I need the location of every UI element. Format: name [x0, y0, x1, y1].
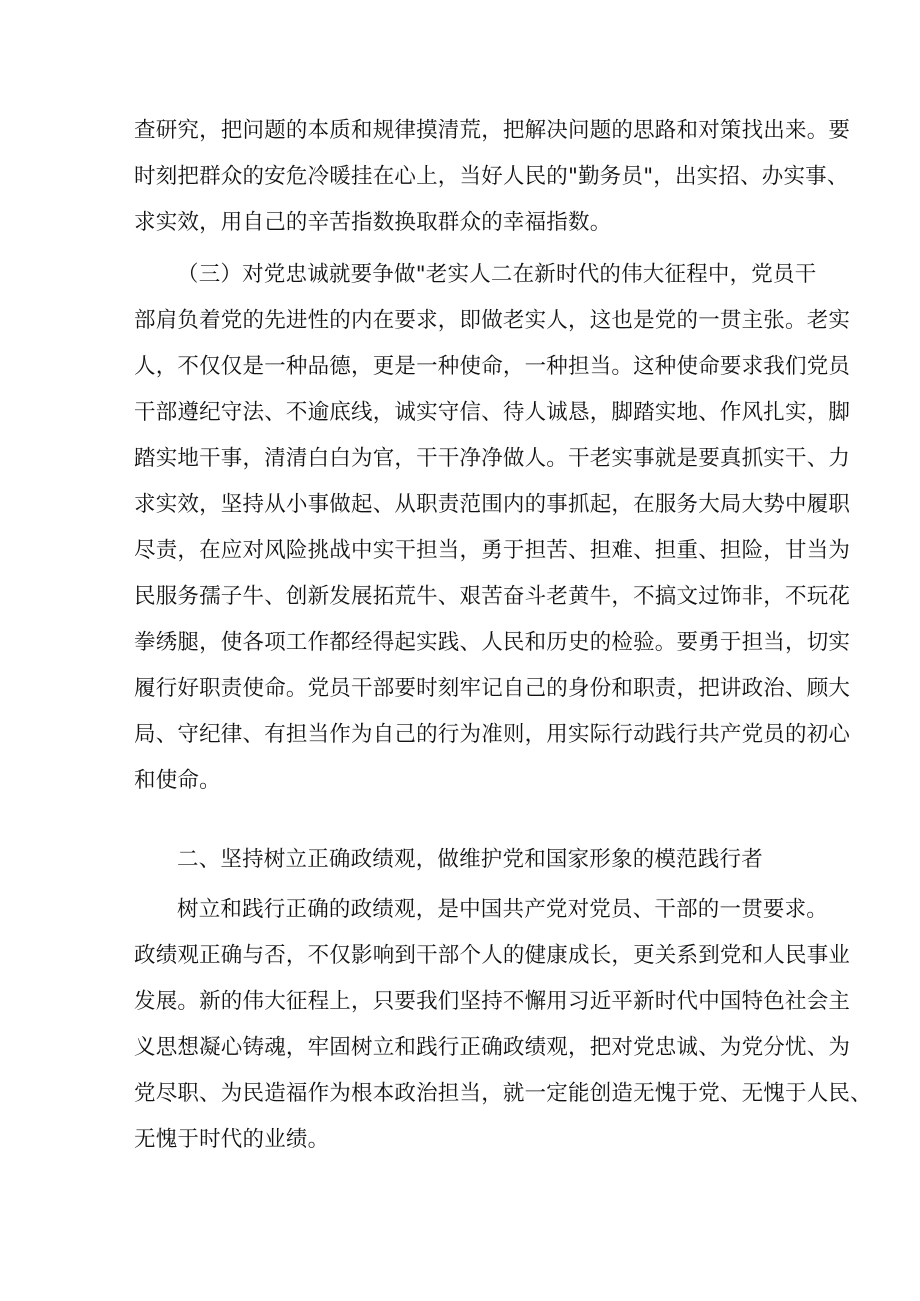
paragraph-line: 拳绣腿，使各项工作都经得起实践、人民和历史的检验。要勇于担当，切实	[134, 630, 851, 655]
section-heading: （三）对党忠诚就要争做"老实人二在新时代的伟大征程中，党员干	[177, 262, 817, 287]
paragraph-line: 求实效，用自己的辛苦指数换取群众的幸福指数。	[134, 210, 612, 235]
paragraph-line: 民服务孺子牛、创新发展拓荒牛、艰苦奋斗老黄牛，不搞文过饰非，不玩花	[134, 584, 851, 609]
paragraph-line: 和使命。	[134, 768, 221, 793]
paragraph-line: 干部遵纪守法、不逾底线，诚实守信、待人诚恳，脚踏实地、作风扎实，脚	[134, 400, 851, 425]
paragraph-line: 人，不仅仅是一种品德，更是一种使命，一种担当。这种使命要求我们党员	[134, 354, 851, 379]
paragraph-line: 时刻把群众的安危冷暖挂在心上，当好人民的"勤务员"，出实招、办实事、	[134, 164, 849, 189]
paragraph-line: 部肩负着党的先进性的内在要求，即做老实人，这也是党的一贯主张。老实	[134, 308, 851, 333]
paragraph-line: 踏实地干事，清清白白为官，干干净净做人。干老实事就是要真抓实干、力	[134, 446, 851, 471]
paragraph-line: 求实效，坚持从小事做起、从职责范围内的事抓起，在服务大局大势中履职	[134, 492, 851, 517]
paragraph-line: 尽责，在应对风险挑战中实干担当，勇于担苦、担难、担重、担险，甘当为	[134, 538, 851, 563]
paragraph-line: 政绩观正确与否，不仅影响到干部个人的健康成长，更关系到党和人民事业	[134, 943, 851, 968]
paragraph-line: 树立和践行正确的政绩观，是中国共产党对党员、干部的一贯要求。	[177, 897, 829, 922]
paragraph-line: 发展。新的伟大征程上，只要我们坚持不懈用习近平新时代中国特色社会主	[134, 989, 851, 1014]
paragraph-line: 义思想凝心铸魂，牢固树立和践行正确政绩观，把对党忠诚、为党分忧、为	[134, 1035, 851, 1060]
paragraph-line: 党尽职、为民造福作为根本政治担当，就一定能创造无愧于党、无愧于人民、	[134, 1081, 872, 1106]
paragraph-line: 查研究，把问题的本质和规律摸清荒，把解决问题的思路和对策找出来。要	[134, 118, 851, 143]
paragraph-line: 局、守纪律、有担当作为自己的行为准则，用实际行动践行共产党员的初心	[134, 722, 851, 747]
paragraph-line: 履行好职责使命。党员干部要时刻牢记自己的身份和职责，把讲政治、顾大	[134, 676, 851, 701]
paragraph-line: 无愧于时代的业绩。	[134, 1127, 330, 1152]
section-title: 二、坚持树立正确政绩观，做维护党和国家形象的模范践行者	[177, 847, 763, 872]
